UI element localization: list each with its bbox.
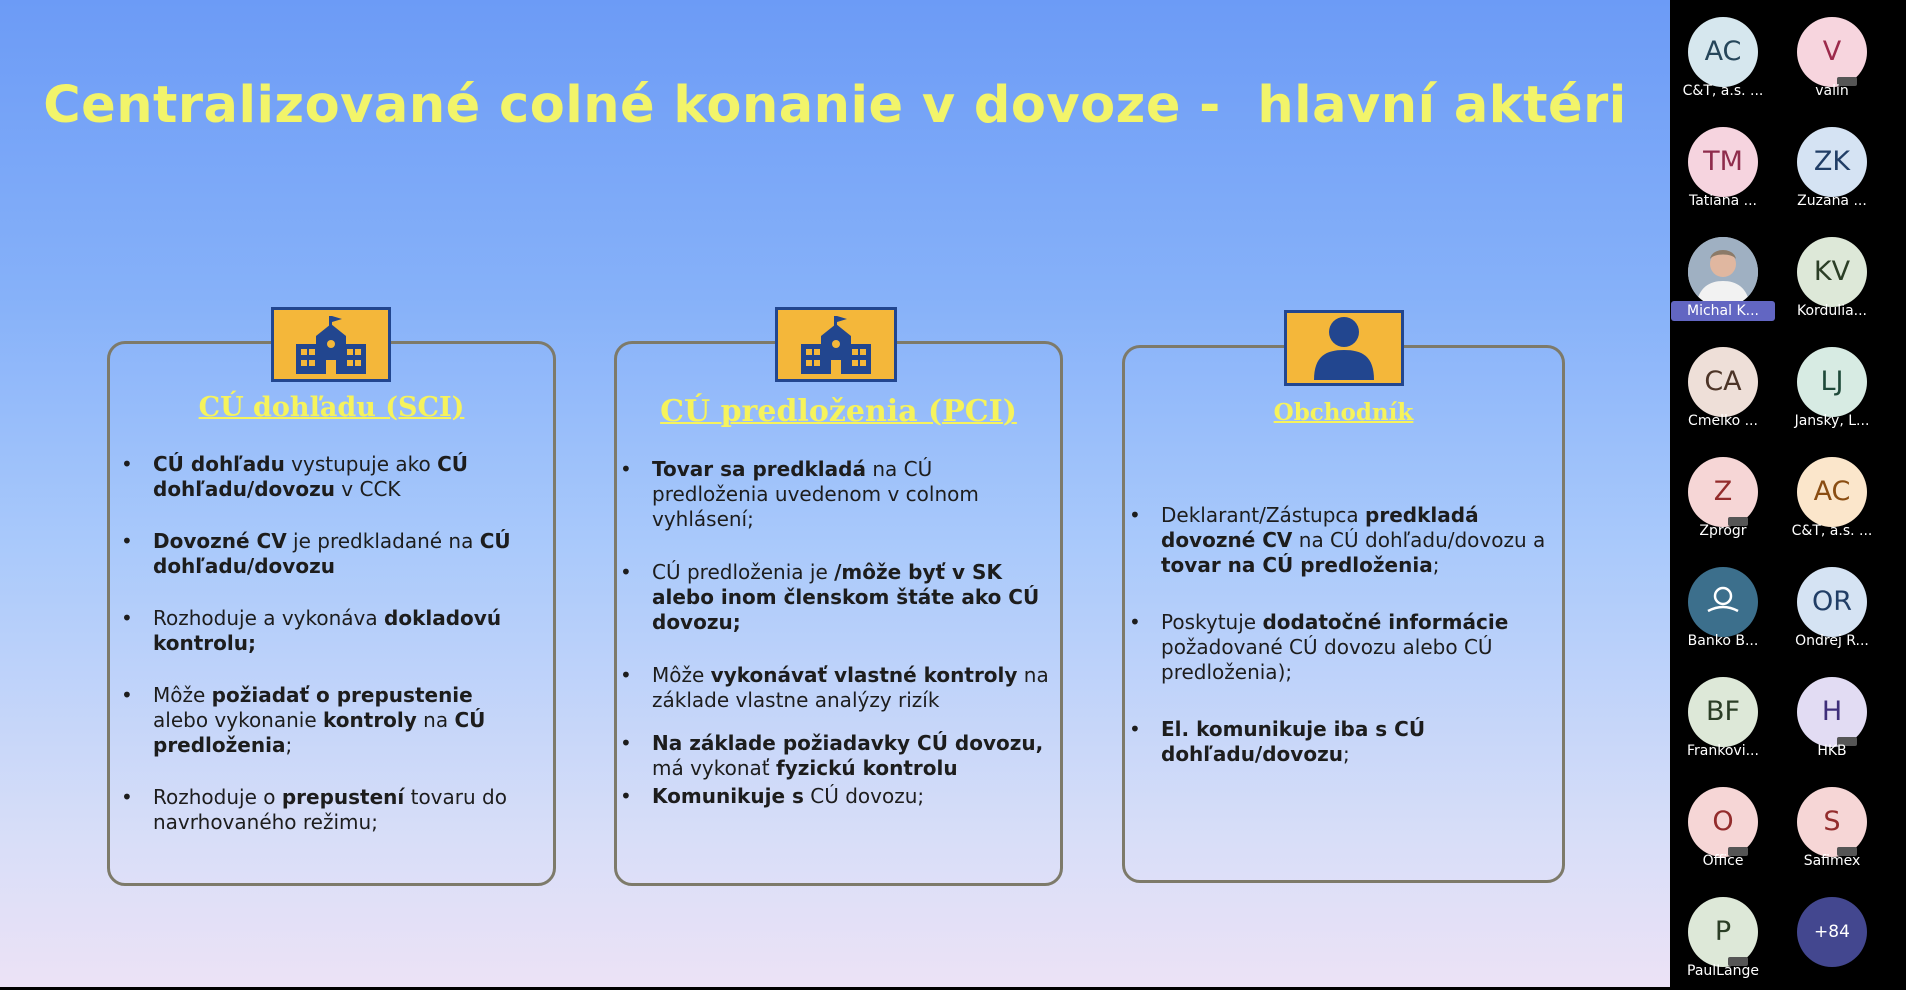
bullet-item: [121, 606, 531, 656]
bullet-text: /môže byť v SK alebo inom členskom štáte ako CÚ dovozu;: [652, 560, 1040, 634]
participant-name: Michal K...: [1671, 301, 1775, 321]
bullet-text: je predkladané na: [286, 529, 480, 553]
bullet-item: [1129, 610, 1547, 685]
bullet-text: na CÚ dohľadu/dovozu a: [1292, 528, 1546, 552]
avatar: V: [1797, 17, 1867, 87]
avatar: O: [1688, 787, 1758, 857]
bullet-item: [620, 560, 1050, 635]
bullet-text: prepustení: [281, 785, 405, 809]
participant-name: Zprogr: [1699, 523, 1747, 539]
participant-name: C&T, a.s. ...: [1791, 523, 1873, 539]
bullet-text: predkladá dovozné CV: [1161, 503, 1479, 552]
bullet-text: na CÚ predloženia uvedenom v colnom vyhlásení;: [652, 457, 979, 531]
participant-tile[interactable]: [1671, 0, 1781, 110]
school-building-icon: [294, 316, 368, 374]
avatar: LJ: [1797, 347, 1867, 417]
bullet-item: [1129, 503, 1547, 578]
avatar: OR: [1797, 567, 1867, 637]
participant-tile[interactable]: [1671, 550, 1781, 660]
bullet-item: [620, 731, 1050, 781]
card-bullets: [620, 457, 1050, 809]
participant-tile[interactable]: [1671, 880, 1781, 990]
avatar: CA: [1688, 347, 1758, 417]
avatar: TM: [1688, 127, 1758, 197]
participant-name: C&T, a.s. ...: [1682, 83, 1764, 99]
bullet-text: má vykonať: [652, 756, 777, 780]
bullet-text: alebo vykonanie: [153, 708, 324, 732]
avatar: AC: [1797, 457, 1867, 527]
bullet-text: dodatočné informácie: [1262, 610, 1509, 634]
bullet-text: ;: [1342, 742, 1350, 766]
bullet-text: Tovar sa predkladá: [652, 457, 866, 481]
avatar: Z: [1688, 457, 1758, 527]
bullet-item: [620, 663, 1050, 713]
participant-tile[interactable]: [1671, 660, 1781, 770]
bullet-text: na základe vlastne analýzy rizík: [652, 663, 1049, 712]
bullet-item: [121, 683, 531, 758]
participant-tile[interactable]: [1671, 440, 1781, 550]
bullet-text: v CCK: [334, 477, 401, 501]
card-bullets: [121, 452, 531, 835]
participant-tile[interactable]: [1780, 770, 1890, 880]
bullet-item: [620, 457, 1050, 532]
bullet-text: CÚ dohľadu: [153, 452, 285, 476]
participant-tile[interactable]: [1671, 770, 1781, 880]
bullet-text: Poskytuje: [1161, 610, 1263, 634]
bullet-item: [1129, 717, 1547, 767]
participant-name: PaulLange: [1687, 963, 1759, 979]
card-title: Obchodník: [1273, 399, 1414, 426]
participant-tile[interactable]: [1671, 110, 1781, 220]
participant-name: Tatiana ...: [1688, 193, 1758, 209]
bullet-text: CÚ predloženia: [153, 708, 486, 757]
bullet-item: [121, 529, 531, 579]
participant-name: Banko B...: [1687, 633, 1759, 649]
participant-tile[interactable]: [1671, 220, 1781, 330]
bullet-text: El. komunikuje iba s CÚ dohľadu/dovozu: [1161, 717, 1426, 766]
participants-panel: [1670, 0, 1906, 987]
participant-name: Kordulia...: [1796, 303, 1868, 319]
bullet-text: Rozhoduje o: [153, 785, 282, 809]
bullet-text: Na základe požiadavky CÚ dovozu,: [652, 731, 1044, 755]
card-bullets: [1129, 503, 1547, 767]
person-icon: [1312, 316, 1376, 380]
slide-title: Centralizované colné konanie v dovoze - hlavní aktéri: [43, 76, 1627, 135]
avatar: KV: [1797, 237, 1867, 307]
bullet-text: fyzickú kontrolu: [776, 756, 958, 780]
bullet-text: ;: [285, 733, 293, 757]
bullet-item: [121, 785, 531, 835]
bullet-item: [121, 452, 531, 502]
more-participants-button[interactable]: [1780, 880, 1890, 990]
bullet-text: Rozhoduje a vykonáva: [153, 606, 385, 630]
participant-tile[interactable]: [1671, 330, 1781, 440]
participant-name: Office: [1702, 853, 1744, 869]
bullet-text: Môže: [153, 683, 212, 707]
bullet-text: kontroly: [323, 708, 417, 732]
participant-name: Cmelko ...: [1688, 413, 1758, 429]
participant-name: HKB: [1817, 743, 1847, 759]
participant-tile[interactable]: [1780, 0, 1890, 110]
bullet-text: požiadať o prepustenie: [211, 683, 473, 707]
bullet-text: ;: [1432, 553, 1440, 577]
bullet-text: CÚ dovozu;: [803, 784, 925, 808]
bullet-text: vykonávať vlastné kontroly: [710, 663, 1018, 687]
card-title: CÚ dohľadu (SCI): [198, 392, 465, 423]
bullet-text: tovaru do navrhovaného režimu;: [153, 785, 507, 834]
participant-tile[interactable]: [1780, 220, 1890, 330]
participant-tile[interactable]: [1780, 440, 1890, 550]
bullet-text: na: [416, 708, 455, 732]
bullet-text: CÚ predloženia je: [652, 560, 835, 584]
participant-name: Ondrej R...: [1795, 633, 1869, 649]
card-title: CÚ predloženia (PCI): [660, 394, 1017, 429]
avatar: AC: [1688, 17, 1758, 87]
avatar: H: [1797, 677, 1867, 747]
participant-tile[interactable]: [1780, 660, 1890, 770]
participant-tile[interactable]: [1780, 330, 1890, 440]
bullet-text: dokladovú kontrolu;: [153, 606, 502, 655]
avatar: ZK: [1797, 127, 1867, 197]
avatar: P: [1688, 897, 1758, 967]
participant-name: valin: [1815, 83, 1849, 99]
participant-name: Frankovi...: [1687, 743, 1759, 759]
bullet-text: požadované CÚ dovozu alebo CÚ predloženia);: [1161, 635, 1493, 684]
card-badge: [775, 307, 897, 382]
bullet-text: Deklarant/Zástupca: [1161, 503, 1366, 527]
participant-name: Safimex: [1803, 853, 1861, 869]
bullet-text: CÚ dohľadu/dovozu: [153, 452, 469, 501]
bullet-text: CÚ dohľadu/dovozu: [153, 529, 511, 578]
card-badge: [1284, 310, 1404, 386]
bullet-item: [620, 784, 1050, 809]
participant-tile[interactable]: [1780, 110, 1890, 220]
participant-photo: [1688, 237, 1758, 307]
card-badge: [271, 307, 391, 382]
participant-name: Zuzana ...: [1797, 193, 1867, 209]
bullet-text: Komunikuje s: [652, 784, 804, 808]
avatar: BF: [1688, 677, 1758, 747]
guest-user-icon: [1688, 567, 1758, 637]
participant-tile[interactable]: [1780, 550, 1890, 660]
participant-name: Jansky, L...: [1794, 413, 1870, 429]
bullet-text: Dovozné CV: [153, 529, 287, 553]
avatar: +84: [1797, 897, 1867, 967]
school-building-icon: [799, 316, 873, 374]
bullet-text: Môže: [652, 663, 711, 687]
bullet-text: tovar na CÚ predloženia: [1161, 553, 1433, 577]
bullet-text: vystupuje ako: [284, 452, 438, 476]
avatar: S: [1797, 787, 1867, 857]
